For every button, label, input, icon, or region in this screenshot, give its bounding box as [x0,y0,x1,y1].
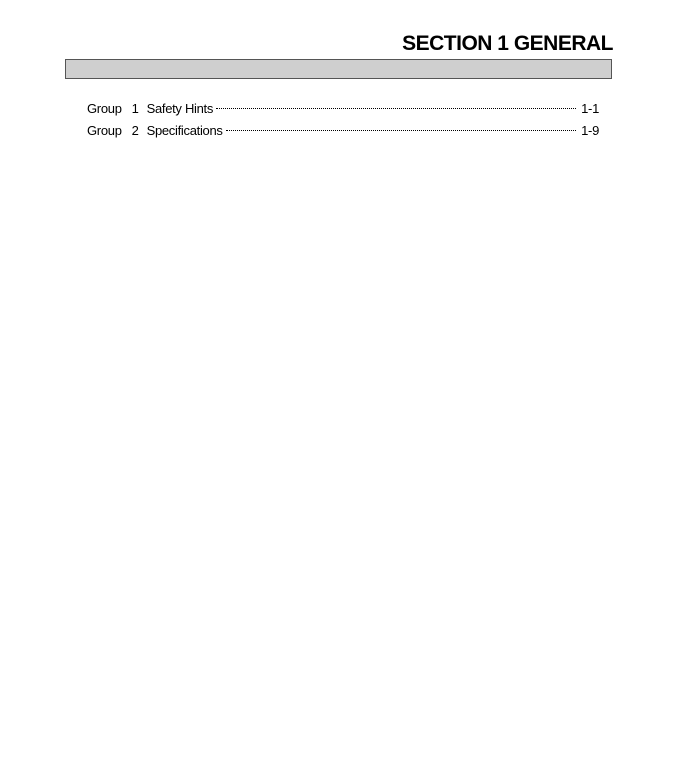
toc-dot-leader [226,130,577,131]
toc-group-number: 2 [131,123,139,138]
section-title: SECTION 1 GENERAL [402,32,613,55]
toc-page-number: 1-1 [581,101,599,116]
toc-entry-safety-hints[interactable] [87,101,599,123]
toc-entry-specifications[interactable] [87,123,599,145]
toc-group-word: Group [87,123,122,138]
toc-dot-leader [216,108,576,109]
toc-entry-label: Safety Hints [146,101,214,116]
title-bar [65,59,612,79]
table-of-contents [87,101,599,145]
toc-page-number: 1-9 [581,123,599,138]
toc-entry-label: Specifications [146,123,223,138]
toc-group-number: 1 [131,101,139,116]
toc-group-word: Group [87,101,122,116]
